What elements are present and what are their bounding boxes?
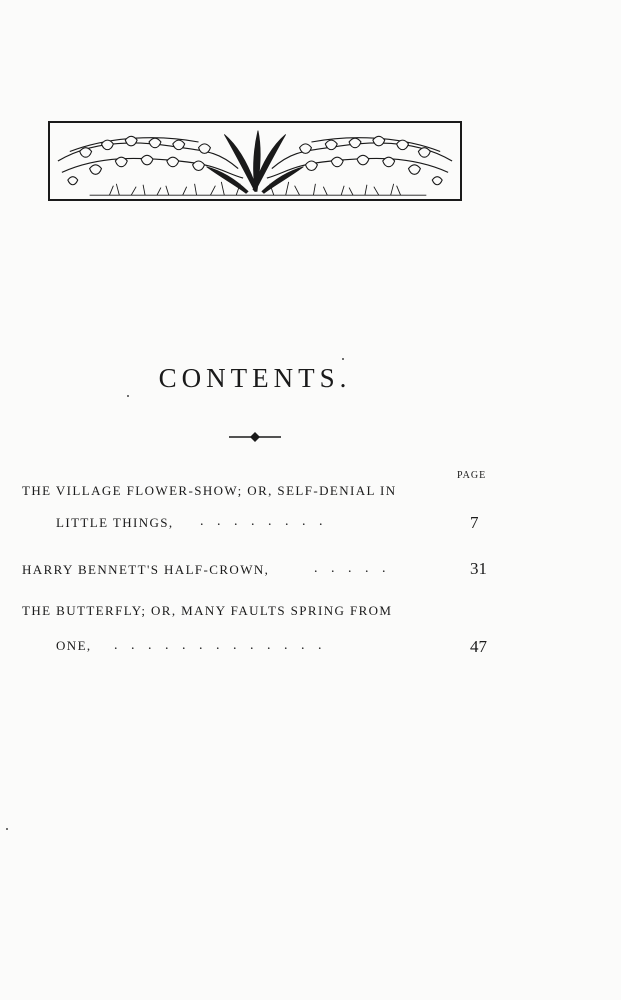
toc-page-number[interactable]: 47 [470,637,487,656]
print-speck [127,395,129,397]
print-speck [6,828,8,830]
toc-entry-title-line[interactable]: ONE, [56,638,92,653]
diamond-rule-icon [229,430,281,444]
toc-page-number[interactable]: 7 [470,513,479,532]
toc-leader-dots: . . . . . . . . . . . . . [114,638,322,653]
toc-page-number[interactable]: 31 [470,559,487,578]
toc-entry-title-line[interactable]: LITTLE THINGS, [56,515,174,530]
toc-leader-dots: . . . . . [314,561,386,576]
print-speck [342,358,344,360]
toc-entry-title-line[interactable]: HARRY BENNETT'S HALF-CROWN, [22,562,270,577]
toc-entry-title-line[interactable]: THE BUTTERFLY; OR, MANY FAULTS SPRING FROM [22,603,393,618]
page-column-label: PAGE [457,470,487,481]
toc-leader-dots: . . . . . . . . [200,514,323,529]
page-title: CONTENTS. [158,363,352,393]
lily-of-the-valley-ornament-icon [48,121,462,201]
toc-entry-title-line[interactable]: THE VILLAGE FLOWER-SHOW; OR, SELF-DENIAL IN [22,483,397,498]
